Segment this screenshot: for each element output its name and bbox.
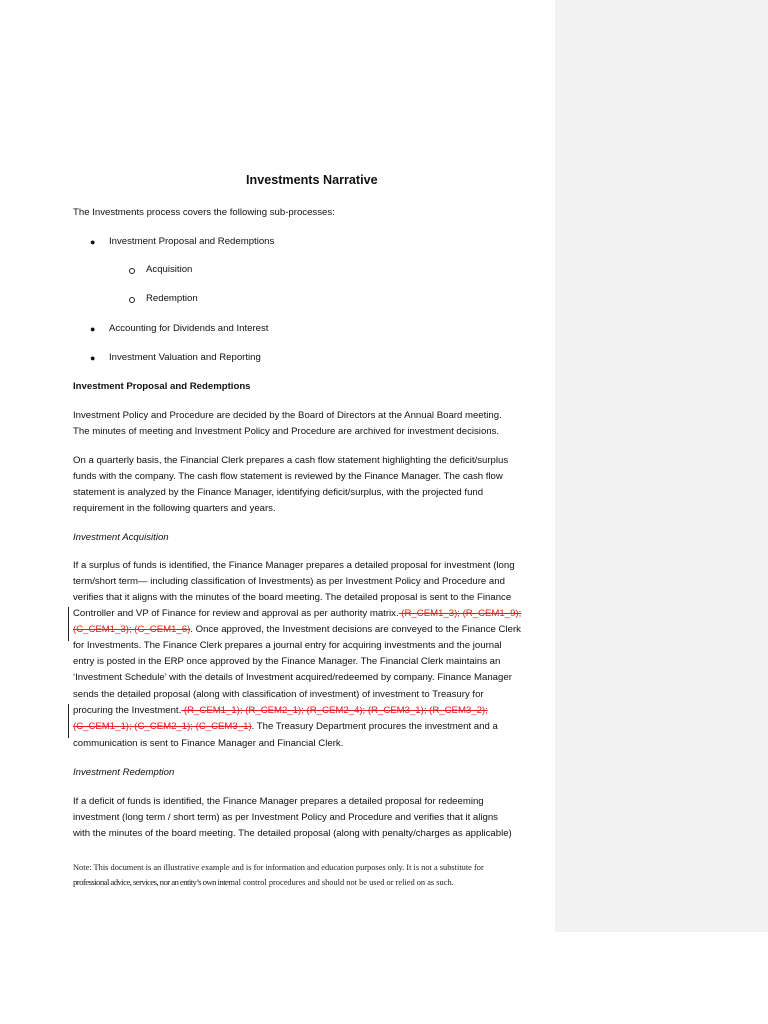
tracked-deletion-reference: (R_CEM1_1); (R_CEM2_1); (R_CEM2_4); (R_CEM3_1); (R_CEM3_2); [181, 705, 488, 716]
paragraph-line: ‘Investment Schedule’ with the details of Investment acquired/redeemed by company. Finance Manager [73, 672, 512, 683]
document-title: Investments Narrative [246, 173, 378, 187]
change-bar [68, 704, 69, 738]
paragraph-line: entry is posted in the ERP once approved by the Finance Manager. The Financial Clerk maintains an [73, 656, 501, 667]
change-bar [68, 607, 69, 641]
circle-bullet-icon [129, 297, 135, 303]
subheading-redemption: Investment Redemption [73, 767, 175, 778]
comment-pane [555, 0, 768, 932]
list-item: Accounting for Dividends and Interest [109, 323, 269, 334]
disclaimer-text: professional advice, services, nor an entity’s own inter [73, 877, 231, 887]
paragraph-line: On a quarterly basis, the Financial Clerk prepares a cash flow statement highlighting the deficit/surplus [73, 455, 509, 466]
paragraph-line [73, 719, 498, 735]
paragraph-line: term/short term— including classification of Investments) as per Investment Policy and Procedure and [73, 576, 505, 587]
disclaimer-note: Note: This document is an illustrative example and is for information and education purposes only. It is not a substitute for [73, 863, 484, 872]
paragraph-line: investment (long term / short term) as per Investment Policy and Procedure and verifies that it aligns [73, 812, 498, 823]
disclaimer-text: nal control procedures and should not be used or relied on as such. [230, 878, 454, 887]
intro-text: The Investments process covers the following sub-processes: [73, 207, 335, 218]
paragraph-line: Investment Policy and Procedure are decided by the Board of Directors at the Annual Board meeting. [73, 410, 502, 421]
bullet-dot-icon: ● [90, 353, 96, 363]
paragraph-line [73, 606, 521, 622]
paragraph-text: procuring the Investment. [73, 705, 182, 716]
paragraph-line: If a surplus of funds is identified, the Finance Manager prepares a detailed proposal for investment (long [73, 560, 515, 571]
paragraph-line: If a deficit of funds is identified, the Finance Manager prepares a detailed proposal for redeeming [73, 796, 484, 807]
paragraph-line [73, 703, 488, 719]
paragraph-line: requirement in the following quarters and years. [73, 503, 276, 514]
paragraph-line: communication is sent to Finance Manager and Financial Clerk. [73, 738, 344, 749]
circle-bullet-icon [129, 268, 135, 274]
tracked-deletion-reference: (C_CEM1_1); (C_CEM2_1); (C_CEM3_1) [73, 721, 252, 732]
paragraph-line: statement is analyzed by the Finance Manager, identifying deficit/surplus, with the projected fund [73, 487, 484, 498]
subheading-acquisition: Investment Acquisition [73, 532, 169, 543]
paragraph-line: funds with the company. The cash flow statement is reviewed by the Finance Manager. The cash flow [73, 471, 503, 482]
paragraph-text: . The Treasury Department procures the investment and a [251, 721, 498, 732]
bullet-dot-icon: ● [90, 324, 96, 334]
list-item: Acquisition [146, 264, 193, 275]
paragraph-line [73, 622, 521, 638]
paragraph-text: Controller and VP of Finance for review and approval as per authority matrix. [73, 608, 399, 619]
tracked-deletion-reference: (R_CEM1_3); (R_CEM1_9); [398, 608, 522, 619]
paragraph-line: with the minutes of the board meeting. The detailed proposal (along with penalty/charges as applicable) [73, 828, 512, 839]
paragraph-line: for Investments. The Finance Clerk prepares a journal entry for acquiring investments and the journal [73, 640, 502, 651]
bullet-dot-icon: ● [90, 237, 96, 247]
paragraph-line: The minutes of meeting and Investment Policy and Procedure are archived for investment decisions. [73, 426, 500, 437]
tracked-deletion-reference: (C_CEM1_3); (C_CEM1_6) [73, 624, 191, 635]
list-item: Redemption [146, 293, 198, 304]
paragraph-line: verifies that it aligns with the minutes of the board meeting. The detailed proposal is sent to the Finance [73, 592, 512, 603]
list-item: Investment Valuation and Reporting [109, 352, 261, 363]
section-heading: Investment Proposal and Redemptions [73, 381, 251, 392]
disclaimer-note [73, 877, 454, 887]
paragraph-text: . Once approved, the Investment decisions are conveyed to the Finance Clerk [190, 624, 521, 635]
list-item: Investment Proposal and Redemptions [109, 236, 275, 247]
paragraph-line: sends the detailed proposal (along with classification of investment) of investment to Treasury for [73, 689, 484, 700]
